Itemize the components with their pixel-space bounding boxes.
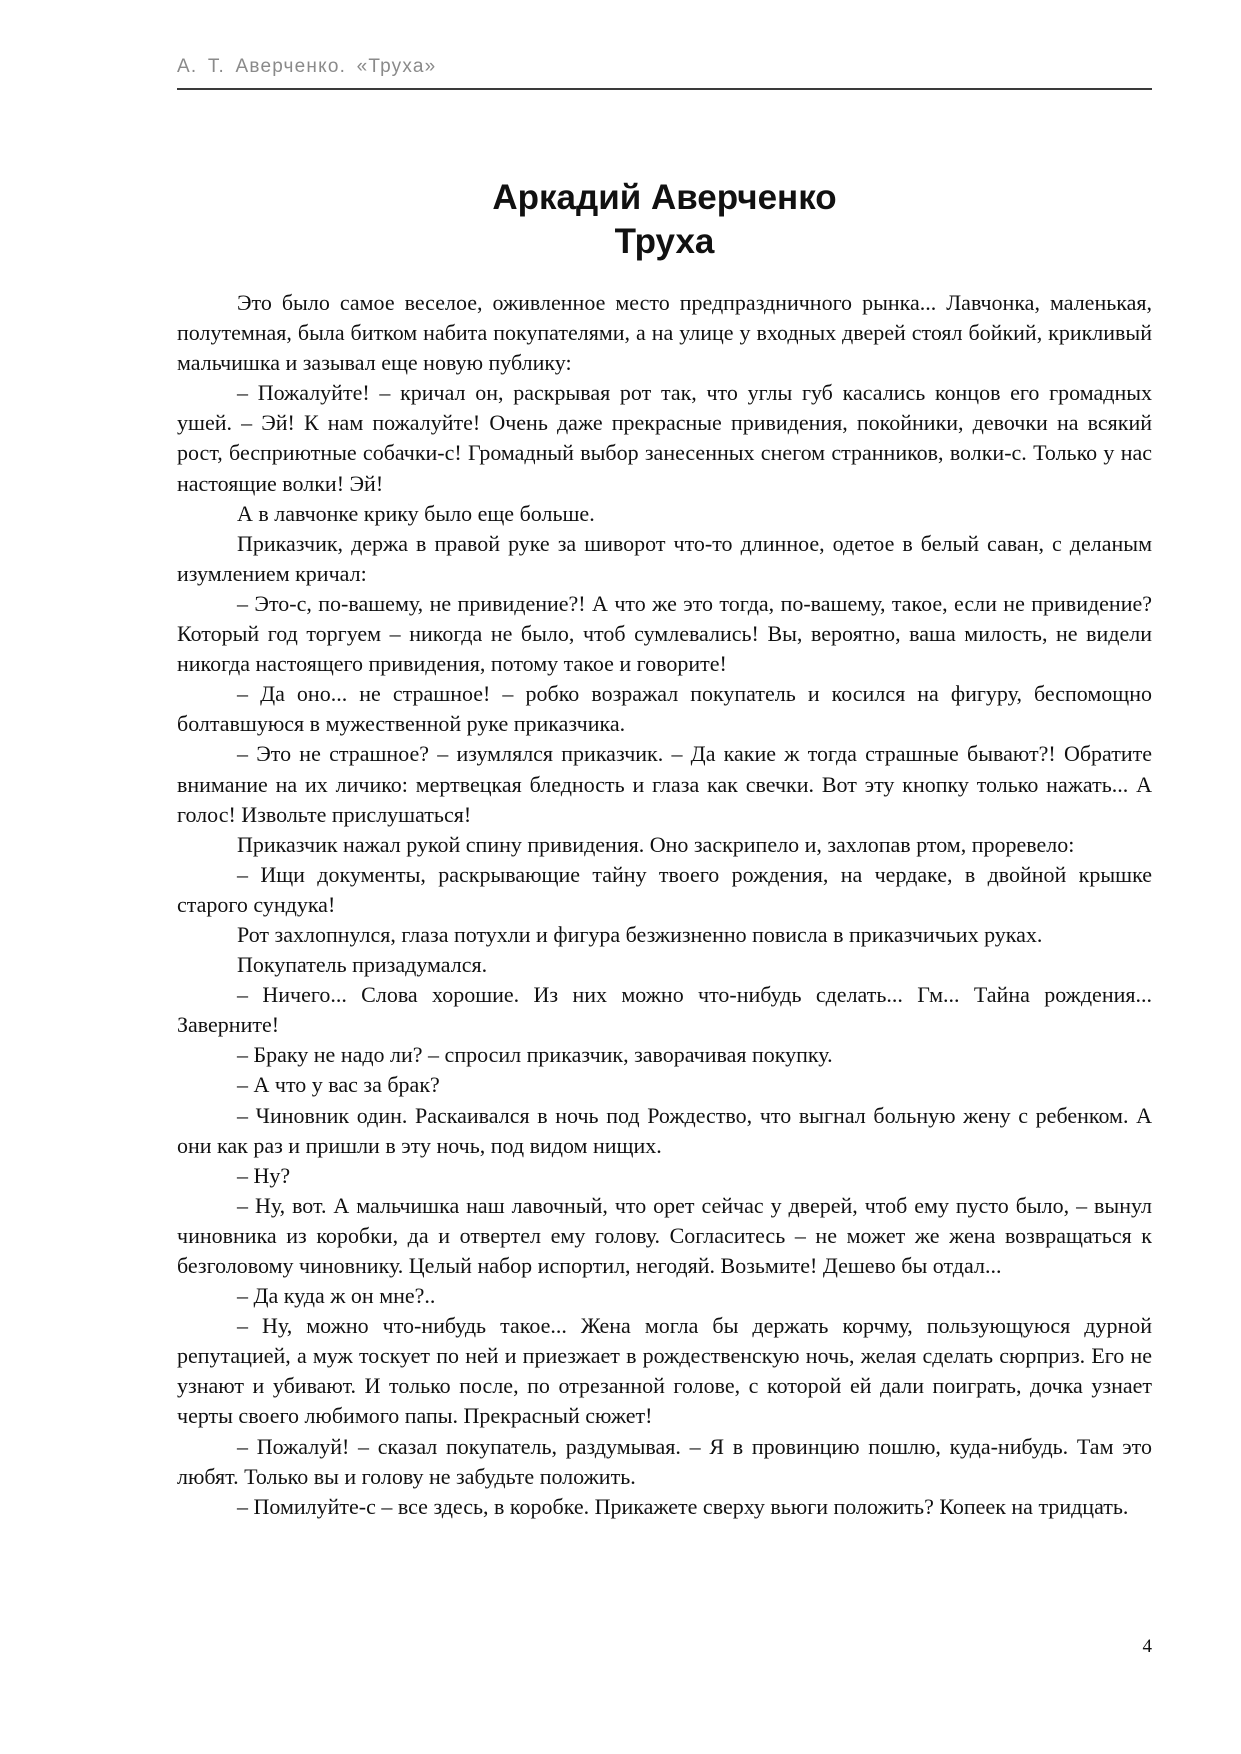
paragraph: Покупатель призадумался. bbox=[237, 952, 488, 978]
paragraph: А в лавчонке крику было еще больше. bbox=[237, 500, 595, 526]
paragraph: – Пожалуй! – сказал покупатель, раздумывая. – Я в провинцию пошлю, куда-нибудь. Там это любят. Только вы и голову не забудьте положить. bbox=[177, 1433, 1152, 1489]
paragraph: Рот захлопнулся, глаза потухли и фигура безжизненно повисла в приказчичьих руках. bbox=[237, 921, 1043, 947]
paragraph: – Ну? bbox=[237, 1162, 291, 1188]
paragraph: Приказчик нажал рукой спину привидения. Оно заскрипело и, захлопав ртом, проревело: bbox=[237, 831, 1075, 857]
paragraph: Приказчик, держа в правой руке за шиворот что-то длинное, одетое в белый саван, с деланым изумлением кричал: bbox=[177, 530, 1152, 586]
paragraph: – Да куда ж он мне?.. bbox=[237, 1283, 436, 1309]
work-title: Труха bbox=[614, 222, 715, 261]
paragraph: – Это не страшное? – изумлялся приказчик. – Да какие ж тогда страшные бывают?! Обратите внимание на их личико: мертвецкая бледность и глаза как свечки. Вот эту кнопку только нажать... А голос! Извольте прислушаться! bbox=[177, 741, 1152, 827]
paragraph: – А что у вас за брак? bbox=[237, 1072, 440, 1098]
paragraph: – Ну, можно что-нибудь такое... Жена могла бы держать корчму, пользующуюся дурной репутацией, а муж тоскует по ней и приезжает в рождественскую ночь, желая сделать сюрприз. Его не узнают и убивают. И только после, по отрезанной голове, с которой ей дали поиграть, дочка узнает черты своего любимого папы. Прекрасный сюжет! bbox=[177, 1313, 1152, 1429]
paragraph: – Браку не надо ли? – спросил приказчик, заворачивая покупку. bbox=[237, 1042, 833, 1068]
paragraph: – Чиновник один. Раскаивался в ночь под Рождество, что выгнал больную жену с ребенком. А они как раз и пришли в эту ночь, под видом нищих. bbox=[177, 1102, 1152, 1158]
paragraph: – Ищи документы, раскрывающие тайну твоего рождения, на чердаке, в двойной крышке старого сундука! bbox=[177, 861, 1152, 917]
paragraph: – Ну, вот. А мальчишка наш лавочный, что орет сейчас у дверей, чтоб ему пусто было, – вынул чиновника из коробки, да и отвертел ему голову. Согласитесь – не может же жена возвращаться к безголовому чиновнику. Целый набор испортил, негодяй. Возьмите! Дешево бы отдал... bbox=[177, 1192, 1152, 1278]
paragraph: – Да оно... не страшное! – робко возражал покупатель и косился на фигуру, беспомощно болтавшуюся в мужественной руке приказчика. bbox=[177, 681, 1152, 737]
header-divider bbox=[177, 88, 1152, 90]
paragraph: – Помилуйте-с – все здесь, в коробке. Прикажете сверху вьюги положить? Копеек на тридцать. bbox=[237, 1493, 1129, 1519]
paragraph: – Это-с, по-вашему, не привидение?! А что же это тогда, по-вашему, такое, если не привидение? Который год торгуем – никогда не было, чтоб сумлевались! Вы, вероятно, ваша милость, не видели никогда настоящего привидения, потому такое и говорите! bbox=[177, 590, 1152, 677]
title-block bbox=[177, 176, 1152, 264]
author-name: Аркадий Аверченко bbox=[492, 178, 837, 217]
page-number: 4 bbox=[1142, 1636, 1152, 1657]
paragraph: – Ничего... Слова хорошие. Из них можно что-нибудь сделать... Гм... Тайна рождения... Заверните! bbox=[177, 982, 1152, 1038]
paragraph: Это было самое веселое, оживленное место предпраздничного рынка... Лавчонка, маленькая, полутемная, была битком набита покупателями, а на улице у входных дверей стоял бойкий, крикливый мальчишка и зазывал еще новую публику: bbox=[177, 290, 1152, 376]
running-header: А. Т. Аверченко. «Труха» bbox=[177, 56, 437, 77]
story-body bbox=[177, 288, 1152, 1522]
paragraph: – Пожалуйте! – кричал он, раскрывая рот так, что углы губ касались концов его громадных ушей. – Эй! К нам пожалуйте! Очень даже прекрасные привидения, покойники, девочки на всякий рост, бесприютные собачки-с! Громадный выбор занесенных снегом странников, волки-с. Только у нас настоящие волки! Эй! bbox=[177, 380, 1152, 496]
